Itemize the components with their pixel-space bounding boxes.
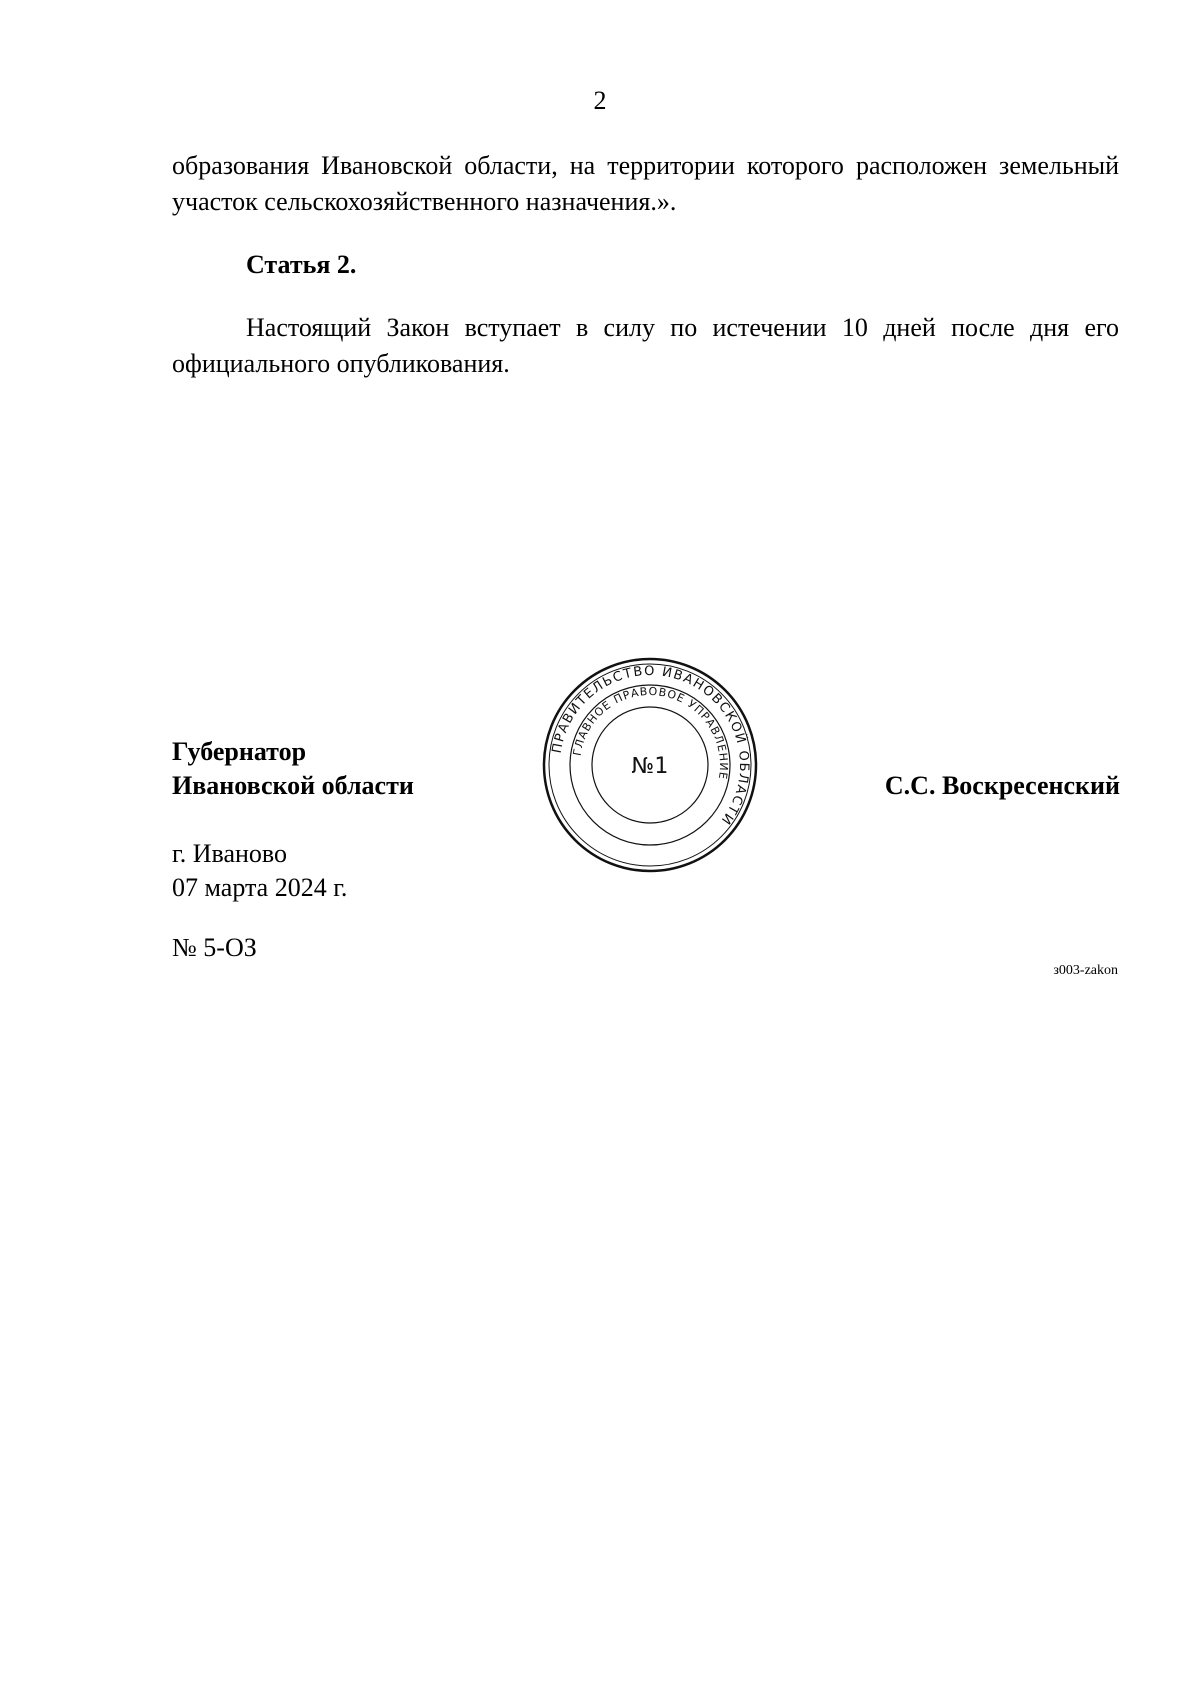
governor-title-line2: Ивановской области bbox=[172, 771, 414, 800]
article-paragraph bbox=[172, 310, 1119, 382]
page-number: 2 bbox=[593, 86, 607, 115]
date: 07 марта 2024 г. bbox=[172, 873, 348, 902]
place-and-date bbox=[172, 837, 347, 905]
official-seal bbox=[540, 655, 760, 875]
seal-graphic bbox=[540, 655, 760, 875]
place: г. Иваново bbox=[172, 839, 287, 868]
signer-name: С.С. Воскресенский bbox=[884, 771, 1120, 800]
seal-outer-text: ПРАВИТЕЛЬСТВО ИВАНОВСКОЙ ОБЛАСТИ bbox=[549, 663, 752, 828]
governor-title-line1: Губернатор bbox=[172, 737, 307, 766]
document-code: з003-zakon bbox=[1053, 963, 1118, 978]
continuation-paragraph bbox=[172, 148, 1119, 220]
article-text: Настоящий Закон вступает в силу по истечении 10 дней после дня его официального опубликования. bbox=[172, 313, 1119, 378]
continuation-text: образования Ивановской области, на территории которого расположен земельный участок сельскохозяйственного назначения.». bbox=[172, 151, 1119, 216]
law-number: № 5-ОЗ bbox=[172, 933, 257, 962]
article-heading: Статья 2. bbox=[246, 250, 357, 279]
governor-title bbox=[172, 735, 414, 803]
seal-inner-text: ГЛАВНОЕ ПРАВОВОЕ УПРАВЛЕНИЕ bbox=[570, 684, 731, 781]
seal-center-number: №1 bbox=[631, 754, 669, 779]
